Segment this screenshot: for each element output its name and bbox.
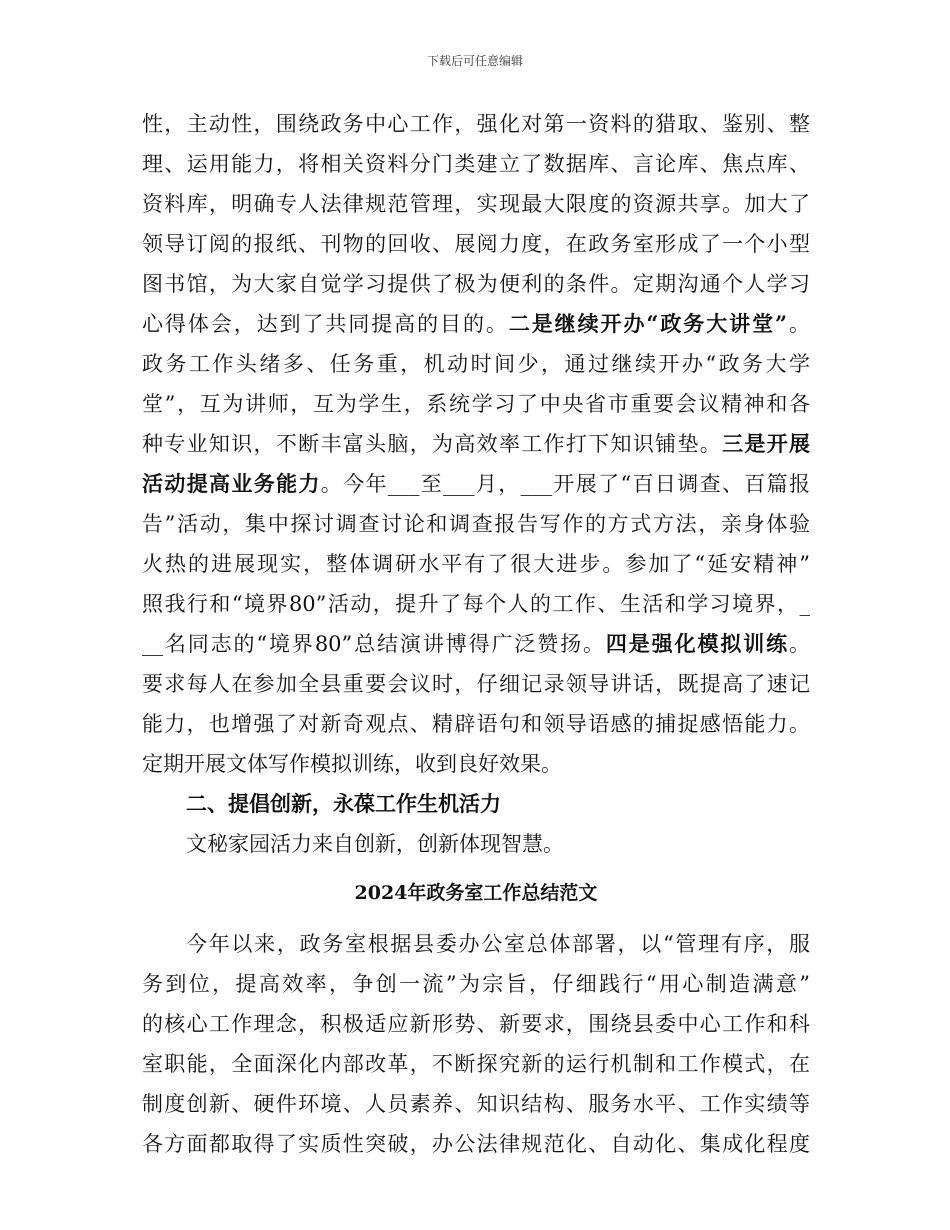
text-line: 务到位，提高效率，争创一流”为宗旨，仔细践行“用心制造满意” xyxy=(142,972,810,996)
document-body xyxy=(142,104,810,1164)
text-line: 理、运用能力，将相关资料分门类建立了数据库、言论库、焦点库、 xyxy=(142,152,810,176)
text-run: 。 xyxy=(789,632,810,656)
text-line: 领导订阅的报纸、刊物的回收、展阅力度，在政务室形成了一个小型 xyxy=(142,232,810,256)
text-line: 性，主动性，围绕政务中心工作，强化对第一资料的猎取、鉴别、整 xyxy=(142,112,810,136)
page-header: 下载后可任意编辑 xyxy=(426,54,523,68)
bold-run: 活动提高业务能力 xyxy=(142,471,321,496)
text-line: 资料库，明确专人法律规范管理，实现最大限度的资源共享。加大了 xyxy=(142,192,810,216)
text-line: 火热的进展现实，整体调研水平有了很大进步。参加了“延安精神” xyxy=(142,552,810,576)
text-line: 政务工作头绪多、任务重，机动时间少，通过继续开办“政务大学 xyxy=(142,352,810,376)
text-line: 定期开展文体写作模拟训练，收到良好效果。 xyxy=(142,752,562,776)
text-line: 告”活动，集中探讨调查讨论和调查报告写作的方式方法，亲身体验 xyxy=(142,512,810,536)
text-line: 各方面都取得了实质性突破，办公法律规范化、自动化、集成化程度 xyxy=(142,1132,810,1156)
text-line xyxy=(142,424,810,464)
text-run: 心得体会，达到了共同提高的目的。 xyxy=(142,312,509,336)
text-line: 文秘家园活力来自创新，创新体现智慧。 xyxy=(186,832,564,856)
text-line: 今年以来，政务室根据县委办公室总体部署，以“管理有序，服 xyxy=(186,932,810,956)
text-line: 图书馆，为大家自觉学习提供了极为便利的条件。定期沟通个人学习 xyxy=(142,272,810,296)
text-line: 堂”，互为讲师，互为学生，系统学习了中央省市重要会议精神和各 xyxy=(142,392,810,416)
text-line: 室职能，全面深化内部改革，不断探究新的运行机制和工作模式，在 xyxy=(142,1052,810,1076)
text-run: 种专业知识，不断丰富头脑，为高效率工作打下知识铺垫。 xyxy=(142,432,723,456)
section-summary-text xyxy=(142,924,810,1164)
bold-run: 四是强化模拟训练 xyxy=(605,631,789,656)
text-line: 要求每人在参加全县重要会议时，仔细记录领导讲话，既提高了速记 xyxy=(142,672,810,696)
text-run: __名同志的“境界80”总结演讲博得广泛赞扬。 xyxy=(142,632,606,656)
section-heading: 二、提倡创新，永葆工作生机活力 xyxy=(186,791,501,816)
text-line xyxy=(142,304,810,344)
bold-run: 三是开展 xyxy=(722,431,811,456)
section-continued-text xyxy=(142,104,810,864)
text-line: 照我行和“境界80”活动，提升了每个人的工作、生活和学习境界，_ xyxy=(142,592,810,616)
text-run: 。 xyxy=(787,312,811,336)
document-title: 2024年政务室工作总结范文 xyxy=(354,882,598,904)
text-line: 的核心工作理念，积极适应新形势、新要求，围绕县委中心工作和科 xyxy=(142,1012,810,1036)
text-line: 制度创新、硬件环境、人员素养、知识结构、服务水平、工作实绩等 xyxy=(142,1092,810,1116)
bold-run: 二是继续开办“政务大讲堂” xyxy=(508,311,788,336)
text-line xyxy=(142,464,810,504)
text-run: 。今年___至___月，___开展了“百日调查、百篇报 xyxy=(320,472,811,496)
text-line: 能力，也增强了对新奇观点、精辟语句和领导语感的捕捉感悟能力。 xyxy=(142,712,810,736)
text-line xyxy=(142,624,810,664)
